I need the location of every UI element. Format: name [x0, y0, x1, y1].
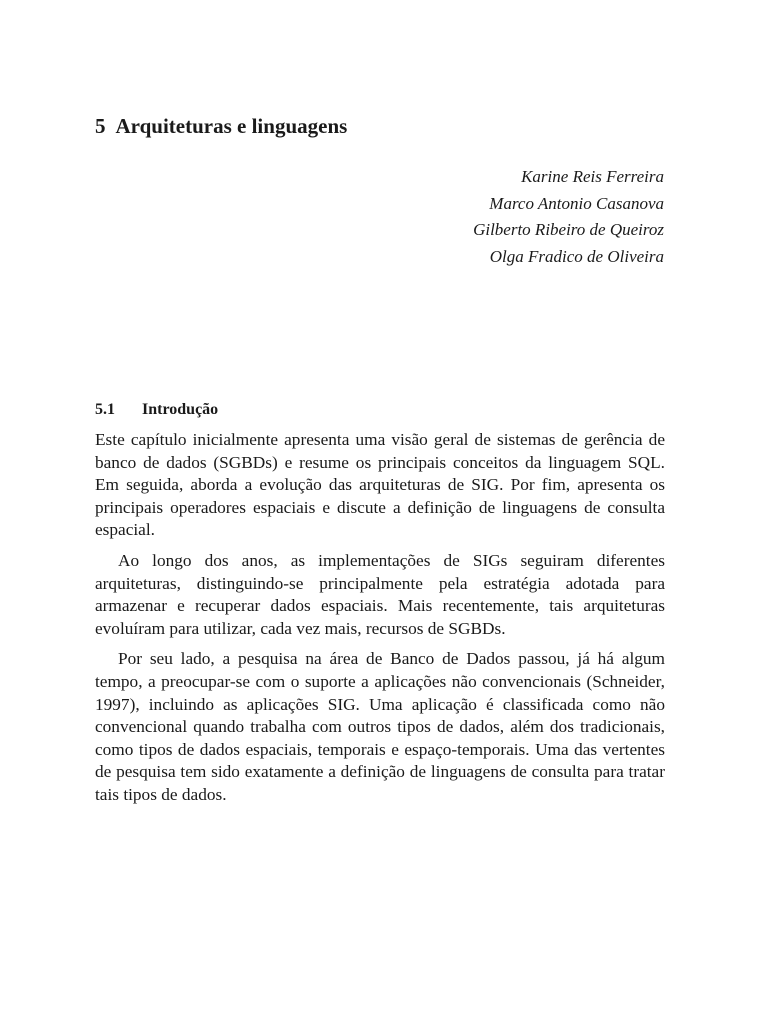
- section-number: 5.1: [95, 401, 115, 418]
- section-title: Introdução: [142, 401, 219, 418]
- author-name: Marco Antonio Casanova: [489, 193, 664, 213]
- paragraph: Este capítulo inicialmente apresenta uma visão geral de sistemas de gerência de banco de dados (SGBDs) e resume os principais conceitos da linguagem SQL. Em seguida, aborda a evolução das arquiteturas de SIG. Por fim, apresenta os principais operadores espaciais e discute a definição de linguagens de consulta espacial.: [95, 430, 665, 540]
- body-text: [95, 429, 665, 815]
- author-name: Olga Fradico de Oliveira: [489, 246, 664, 266]
- paragraph: Por seu lado, a pesquisa na área de Banco de Dados passou, já há algum tempo, a preocupar-se com o suporte a aplicações não convencionais (Schneider, 1997), incluindo as aplicações SIG. Uma aplicação é classificada como não convencional quando trabalha com outros tipos de dados, além dos tradicionais, como tipos de dados espaciais, temporais e espaço-temporais. Uma das vertentes de pesquisa tem sido exatamente a definição de linguagens de consulta para tratar tais tipos de dados.: [95, 649, 665, 804]
- author-name: Gilberto Ribeiro de Queiroz: [473, 220, 664, 239]
- chapter-title-text: Arquiteturas e linguagens: [115, 114, 348, 138]
- author-list: [473, 164, 664, 270]
- chapter-number: 5: [95, 114, 106, 138]
- author-name: Karine Reis Ferreira: [521, 167, 664, 186]
- paragraph: Ao longo dos anos, as implementações de SIGs seguiram diferentes arquiteturas, distinguindo-se principalmente pela estratégia adotada para armazenar e recuperar dados espaciais. Mais recentemente, tais arquiteturas evoluíram para utilizar, cada vez mais, recursos de SGBDs.: [95, 550, 665, 638]
- section-heading: [95, 399, 218, 421]
- chapter-title: [95, 112, 347, 140]
